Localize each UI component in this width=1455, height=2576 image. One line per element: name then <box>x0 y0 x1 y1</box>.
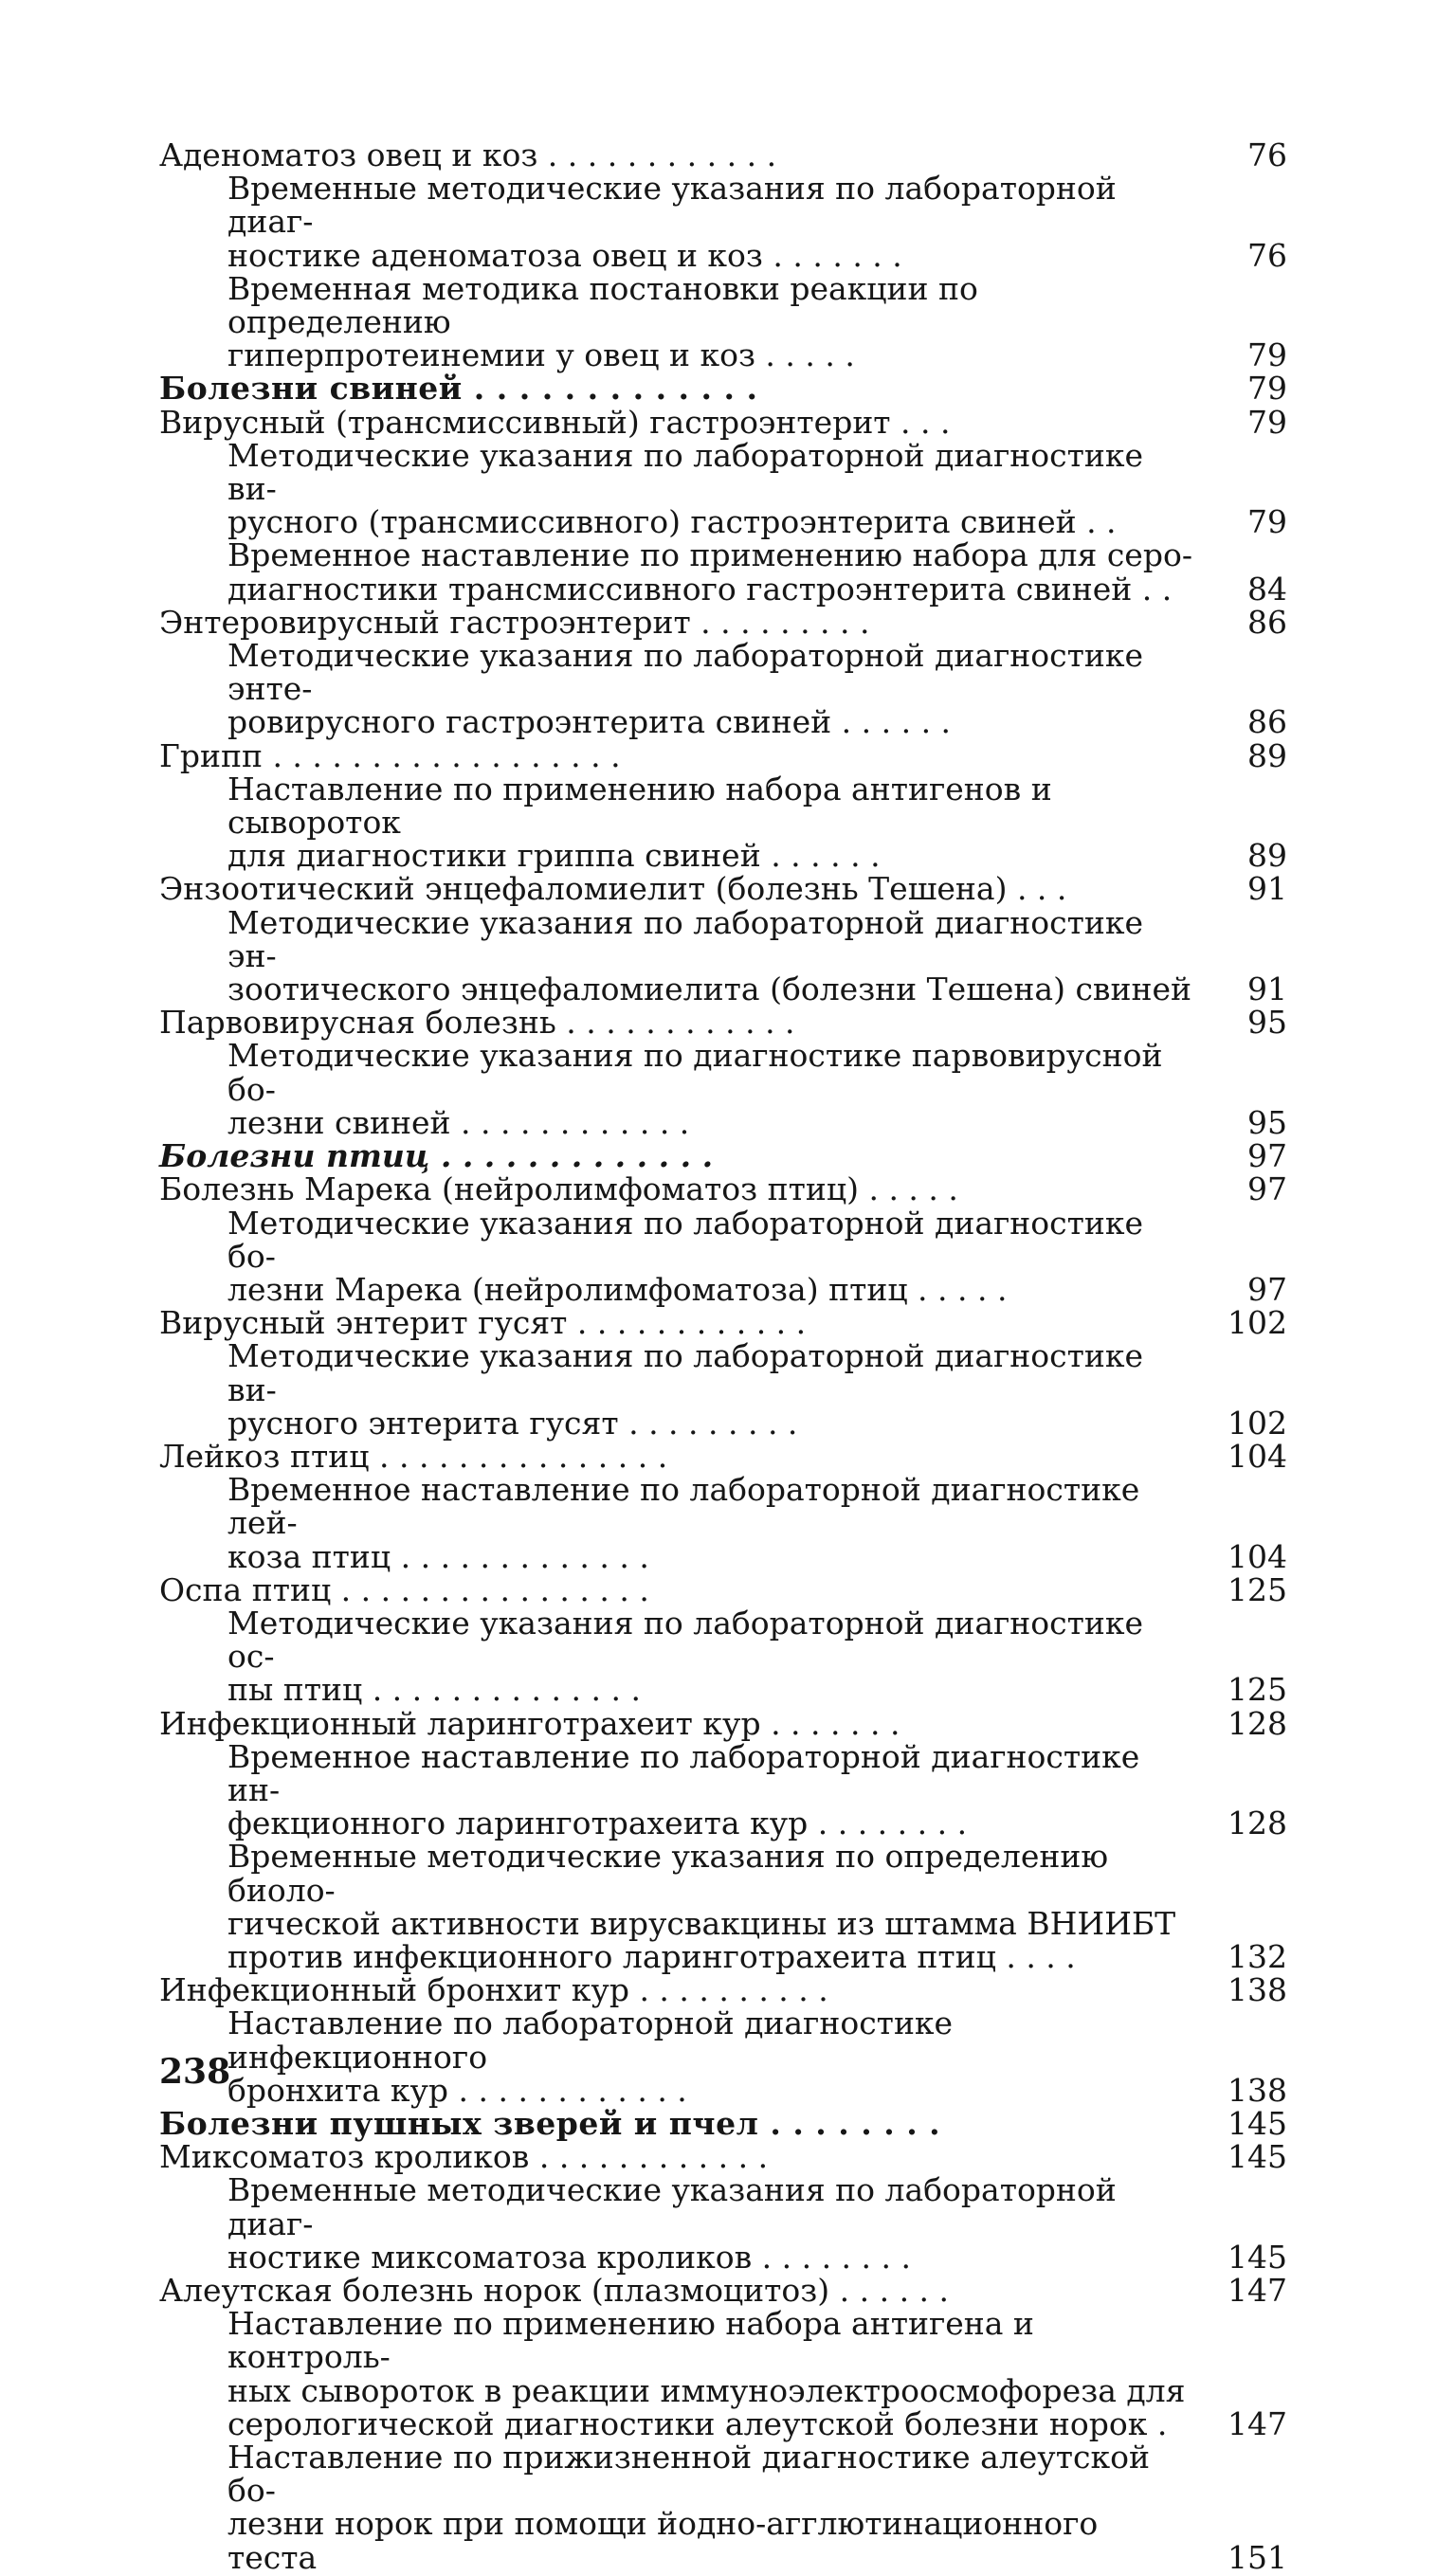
toc-entry-page: 145 <box>1228 2238 1287 2276</box>
toc-section-entry <box>159 870 1287 908</box>
toc-subentry <box>159 1840 1287 1973</box>
toc-entry-title: Временные методические указания по лабораторной диаг- ностике аденоматоза овец и коз . . . . . . . <box>227 170 1117 274</box>
toc-entry-title: Временные методические указания по определению биоло- гической активности вирусвакцины из штамма ВНИИБТ против инфекционного ларинготрахеита птиц . . . . <box>227 1838 1176 1975</box>
toc-entry-title: Инфекционный ларинготрахеит кур . . . . . . . <box>159 1704 900 1742</box>
toc-subentry <box>159 1737 1287 1842</box>
toc-entry-title: Болезни свиней . . . . . . . . . . . . . <box>159 370 758 408</box>
toc-section-entry <box>159 138 1287 172</box>
toc-entry-title: Временное наставление по применению набора для серо- диагностики трансмиссивного гастроэнтерита свиней . . <box>227 536 1192 608</box>
toc-section-entry <box>159 1004 1287 1042</box>
toc-section-entry <box>159 370 1287 408</box>
toc-section-entry <box>159 1172 1287 1206</box>
toc-entry-page: 128 <box>1228 1805 1287 1842</box>
toc-entry-title: Методические указания по лабораторной диагностике ви- русного энтерита гусят . . . . . . . . . <box>227 1337 1144 1442</box>
toc-entry-title: Болезни пушных зверей и пчел . . . . . . . . <box>159 2104 941 2142</box>
toc-entry-title: Временное наставление по лабораторной диагностике ин- фекционного ларинготрахеита кур . . . . . . . . <box>227 1737 1140 1842</box>
toc-subentry <box>159 172 1287 272</box>
toc-subentry <box>159 269 1287 374</box>
toc-section-entry <box>159 2138 1287 2176</box>
toc-entry-page: 102 <box>1228 1404 1287 1442</box>
toc-section-entry <box>159 603 1287 641</box>
toc-subentry <box>159 2307 1287 2440</box>
toc-entry-title: Наставление по прижизненной диагностике алеутской бо- лезни норок при помощи йодно-агглютинационного теста <box>227 2439 1150 2576</box>
toc-entry-page: 86 <box>1247 603 1287 641</box>
toc-subentry <box>159 2006 1287 2107</box>
page-number: 238 <box>159 2052 231 2092</box>
toc-entry-page: 145 <box>1228 2104 1287 2142</box>
toc-entry-title: Методические указания по лабораторной диагностике эн- зоотического энцефаломиелита (болезни Тешена) свиней <box>227 903 1192 1008</box>
toc-entry-title: Методические указания по лабораторной диагностике энте- ровирусного гастроэнтерита свиней . . . . . . <box>227 637 1144 741</box>
toc-subentry <box>159 536 1287 608</box>
toc-subentry <box>159 772 1287 873</box>
toc-entry-page: 138 <box>1228 2071 1287 2109</box>
toc-subentry <box>159 903 1287 1008</box>
toc-entry-page: 125 <box>1228 1570 1287 1608</box>
toc-entry-title: Наставление по применению набора антигенов и сывороток для диагностики гриппа свиней . . . . . . <box>227 770 1052 875</box>
toc-entry-page: 91 <box>1247 870 1287 908</box>
toc-entry-title: Алеутская болезнь норок (плазмоцитоз) . . . . . . <box>159 2272 950 2309</box>
toc-section-entry <box>159 403 1287 441</box>
toc-entry-page: 97 <box>1247 1270 1287 1308</box>
toc-section-entry <box>159 1971 1287 2009</box>
toc-section-entry <box>159 1437 1287 1475</box>
toc-entry-page: 125 <box>1228 1671 1287 1709</box>
toc-section-entry <box>159 736 1287 774</box>
toc-entry-page: 95 <box>1247 1103 1287 1141</box>
toc-entry-page: 97 <box>1247 1170 1287 1208</box>
toc-entry-page: 76 <box>1247 136 1287 173</box>
toc-entry-title: Болезнь Марека (нейролимфоматоз птиц) . . . . . <box>159 1170 958 1208</box>
toc-entry-title: Энзоотический энцефаломиелит (болезнь Тешена) . . . <box>159 870 1067 908</box>
toc-entry-title: Миксоматоз кроликов . . . . . . . . . . . . <box>159 2138 769 2176</box>
toc-entry-title: Болезни птиц . . . . . . . . . . . . . <box>159 1137 714 1175</box>
toc-entry-page: 151 <box>1228 2538 1287 2576</box>
toc-entry-page: 97 <box>1247 1137 1287 1175</box>
toc-entry-title: Наставление по применению набора антигена и контроль- ных сывороток в реакции иммуноэлектроосмофореза для серологической диагностики алеутской болезни норок . <box>227 2305 1186 2442</box>
toc-entry-title: Энтеровирусный гастроэнтерит . . . . . . . . . <box>159 603 870 641</box>
toc-entry-page: 79 <box>1247 336 1287 374</box>
table-of-contents <box>159 138 1287 2574</box>
toc-entry-page: 79 <box>1247 370 1287 408</box>
toc-subentry <box>159 1039 1287 1139</box>
toc-entry-page: 89 <box>1247 736 1287 774</box>
toc-subentry <box>159 639 1287 739</box>
toc-entry-title: Методические указания по лабораторной диагностике ви- русного (трансмиссивного) гастроэнтерита свиней . . <box>227 436 1144 541</box>
toc-entry-title: Оспа птиц . . . . . . . . . . . . . . . . <box>159 1570 649 1608</box>
toc-entry-title: Методические указания по лабораторной диагностике ос- пы птиц . . . . . . . . . . . . . . <box>227 1604 1144 1709</box>
toc-subentry <box>159 2173 1287 2274</box>
toc-entry-title: Временное наставление по лабораторной диагностике лей- коза птиц . . . . . . . . . . . . . <box>227 1471 1140 1575</box>
toc-section-entry <box>159 1570 1287 1608</box>
toc-entry-title: Методические указания по лабораторной диагностике бо- лезни Марека (нейролимфоматоза) птиц . . . . . <box>227 1204 1144 1308</box>
toc-section-entry <box>159 1137 1287 1175</box>
toc-section-entry <box>159 2104 1287 2142</box>
toc-subentry <box>159 1606 1287 1707</box>
toc-section-entry <box>159 1704 1287 1742</box>
toc-entry-page: 89 <box>1247 837 1287 875</box>
toc-entry-title: Парвовирусная болезнь . . . . . . . . . . . . <box>159 1004 795 1042</box>
toc-subentry <box>159 1339 1287 1440</box>
toc-subentry <box>159 1206 1287 1307</box>
toc-entry-page: 104 <box>1228 1537 1287 1575</box>
toc-subentry <box>159 2440 1287 2574</box>
toc-entry-page: 86 <box>1247 703 1287 741</box>
toc-entry-title: Методические указания по диагностике парвовирусной бо- лезни свиней . . . . . . . . . . . . <box>227 1037 1163 1141</box>
toc-entry-title: Аденоматоз овец и коз . . . . . . . . . . . . <box>159 136 777 173</box>
toc-subentry <box>159 436 1287 541</box>
toc-entry-page: 128 <box>1228 1704 1287 1742</box>
toc-entry-title: Инфекционный бронхит кур . . . . . . . . . . <box>159 1971 828 2009</box>
toc-entry-page: 76 <box>1247 236 1287 274</box>
toc-entry-page: 102 <box>1228 1304 1287 1342</box>
toc-entry-page: 79 <box>1247 403 1287 441</box>
toc-entry-page: 147 <box>1228 2404 1287 2442</box>
toc-entry-page: 138 <box>1228 1971 1287 2009</box>
toc-entry-title: Наставление по лабораторной диагностике инфекционного бронхита кур . . . . . . . . . . . . <box>227 2005 954 2109</box>
toc-entry-title: Грипп . . . . . . . . . . . . . . . . . . <box>159 736 621 774</box>
toc-entry-page: 104 <box>1228 1437 1287 1475</box>
toc-entry-page: 132 <box>1228 1937 1287 1975</box>
toc-section-entry <box>159 2274 1287 2307</box>
toc-entry-page: 84 <box>1247 570 1287 608</box>
toc-entry-page: 79 <box>1247 503 1287 541</box>
toc-entry-page: 95 <box>1247 1004 1287 1042</box>
toc-entry-title: Вирусный (трансмиссивный) гастроэнтерит . . . <box>159 403 951 441</box>
toc-subentry <box>159 1473 1287 1573</box>
toc-entry-page: 145 <box>1228 2138 1287 2176</box>
toc-entry-title: Временная методика постановки реакции по определению гиперпротеинемии у овец и коз . . . . . <box>227 269 978 374</box>
toc-entry-title: Лейкоз птиц . . . . . . . . . . . . . . . <box>159 1437 668 1475</box>
toc-section-entry <box>159 1304 1287 1342</box>
toc-entry-title: Вирусный энтерит гусят . . . . . . . . . . . . <box>159 1304 807 1342</box>
toc-entry-page: 91 <box>1247 971 1287 1008</box>
toc-entry-title: Временные методические указания по лабораторной диаг- ностике миксоматоза кроликов . . . . . . . . <box>227 2171 1117 2276</box>
toc-entry-page: 147 <box>1228 2272 1287 2309</box>
